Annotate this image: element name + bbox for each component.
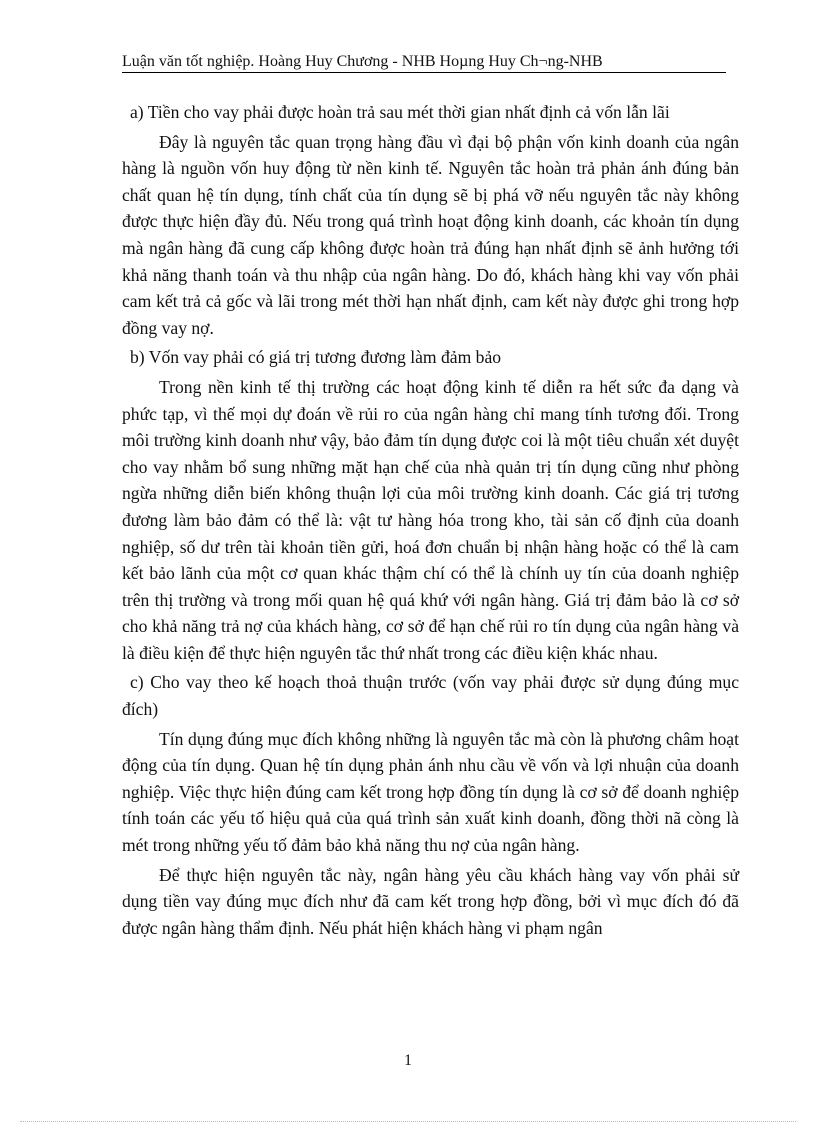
paragraph-implementation: Để thực hiện nguyên tắc này, ngân hàng yêu cầu khách hàng vay vốn phải sử dụng tiền vay đúng mục đích như đã cam kết trong hợp đồng, bởi vì mục đích đó đã được ngân hàng thẩm định. Nếu phát hiện khách hàng vi phạm ngân bbox=[122, 864, 739, 938]
paragraph-collateral: Trong nền kinh tế thị trường các hoạt động kinh tế diễn ra hết sức đa dạng và phức tạp, vì thế mọi dự đoán về rủi ro của ngân hàng chỉ mang tính tương đối. Trong môi trường kinh doanh như vậy, bảo đảm tín dụng được coi là một tiêu chuẩn xét duyệt cho vay nhằm bổ sung những mặt hạn chế của nhà quản trị tín dụng cũng như phòng ngừa những diễn biến không thuận lợi của môi trường kinh doanh. Các giá trị tương đương làm bảo đảm có thể là: vật tư hàng hóa trong kho, tài sản cố định của doanh nghiệp, số dư trên tài khoản tiền gửi, hoá đơn chuẩn bị nhận hàng hoặc có thể là cam kết bảo lãnh của một cơ quan khác thậm chí có thể là chính uy tín của doanh nghiệp trên thị trường và trong mối quan hệ quá khứ với ngân hàng. Giá trị đảm bảo là cơ sở cho khả năng trả nợ của khách hàng, cơ sở để hạn chế rủi ro tín dụng của ngân hàng và là điều kiện để thực hiện nguyên tắc thứ nhất trong các điều kiện khác nhau. bbox=[122, 376, 739, 663]
document-body bbox=[122, 96, 739, 941]
header-rule bbox=[122, 72, 726, 73]
section-heading-a: a) Tiền cho vay phải được hoàn trả sau mét thời gian nhất định cả vốn lẫn lãi bbox=[130, 102, 670, 122]
paragraph-purpose: Tín dụng đúng mục đích không những là nguyên tắc mà còn là phương châm hoạt động của tín dụng. Quan hệ tín dụng phản ánh nhu cầu về vốn và lợi nhuận của doanh nghiệp. Việc thực hiện đúng cam kết trong hợp đồng tín dụng là cơ sở để doanh nghiệp tính toán các yếu tố hiệu quả của quá trình sản xuất kinh doanh, đồng thời nã còng là mét trong những yếu tố đảm bảo khả năng thu nợ của ngân hàng. bbox=[122, 728, 739, 856]
paragraph-repayment: Đây là nguyên tắc quan trọng hàng đầu vì đại bộ phận vốn kinh doanh của ngân hàng là nguồn vốn huy động từ nền kinh tế. Nguyên tắc hoàn trả phản ánh đúng bản chất quan hệ tín dụng, tính chất của tín dụng sẽ bị phá vỡ nếu nguyên tắc này không được thực hiện đầy đủ. Nếu trong quá trình hoạt động kinh doanh, các khoản tín dụng mà ngân hàng đã cung cấp không được hoàn trả đúng hạn nhất định sẽ ảnh hưởng tới khả năng thanh toán và thu nhập của ngân hàng. Do đó, khách hàng khi vay vốn phải cam kết trả cả gốc và lãi trong mét thời hạn nhất định, cam kết này được ghi trong hợp đồng vay nợ. bbox=[122, 131, 739, 338]
section-heading-c: c) Cho vay theo kế hoạch thoả thuận trước (vốn vay phải được sử dụng đúng mục đích) bbox=[122, 672, 739, 720]
page-bottom-edge bbox=[20, 1121, 796, 1122]
section-heading-b: b) Vốn vay phải có giá trị tương đương làm đảm bảo bbox=[130, 347, 502, 368]
page-number: 1 bbox=[404, 1052, 412, 1069]
page-header: Luận văn tốt nghiệp. Hoàng Huy Chương - NHB Hoµng Huy Ch¬ng-NHB bbox=[122, 53, 603, 70]
